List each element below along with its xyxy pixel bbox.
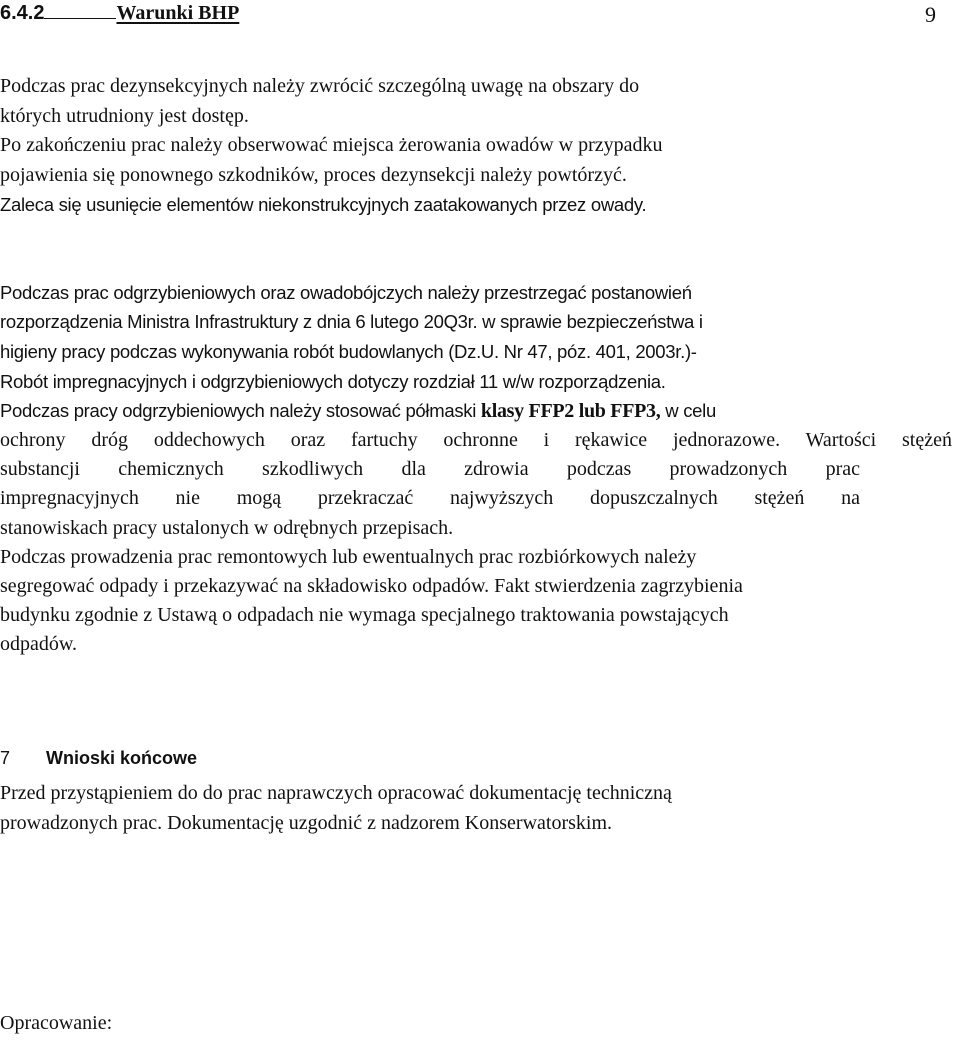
bhp-line-part: rozporządzenia Ministra Infrastruktury z dnia 6 lutego 20Q3r. xyxy=(0,311,478,333)
bhp-line xyxy=(0,396,952,426)
page-number: 9 xyxy=(925,2,936,27)
bhp-line: odpadów. xyxy=(0,633,78,656)
section-title: Wnioski końcowe xyxy=(46,748,198,768)
bhp-line-part: Podczas pracy odgrzybieniowych należy stosować półmaski xyxy=(0,399,481,421)
section-title: Warunki BHP xyxy=(116,2,240,24)
section-number: 7 xyxy=(0,748,11,768)
bhp-line: segregować odpady i przekazywać na składowisko odpadów. Fakt stwierdzenia zagrzybienia xyxy=(0,575,743,598)
intro-line: Po zakończeniu prac należy obserwować miejsca żerowania owadów w przypadku xyxy=(0,134,663,156)
bhp-line: higieny pracy podczas wykonywania robót budowlanych (Dz.U. Nr 47, póz. 401, 2003r.)- xyxy=(0,341,697,363)
intro-line: których utrudniony jest dostęp. xyxy=(0,104,249,127)
conclusions-line: prowadzonych prac. Dokumentację uzgodnić z nadzorem Konserwatorskim. xyxy=(0,812,613,834)
bhp-line: impregnacyjnych nie mogą przekraczać najwyższych dopuszczalnych stężeń na xyxy=(0,487,860,510)
bhp-line: Podczas prowadzenia prac remontowych lub ewentualnych prac rozbiórkowych należy xyxy=(0,545,697,568)
bhp-paragraph xyxy=(0,278,952,660)
bhp-line-part: w celu xyxy=(660,399,716,421)
intro-line: pojawienia się ponownego szkodników, proces dezynsekcji należy powtórzyć. xyxy=(0,163,627,186)
heading-underline-gap xyxy=(44,0,116,19)
bhp-line: substancji chemicznych szkodliwych dla zdrowia podczas prowadzonych prac xyxy=(0,458,860,481)
section-number: 6.4.2 xyxy=(0,2,45,24)
section-heading-7 xyxy=(0,748,197,769)
intro-line: Podczas prac dezynsekcyjnych należy zwrócić szczególną uwagę na obszary do xyxy=(0,75,640,97)
conclusions-line: Przed przystąpieniem do do prac naprawczych opracować dokumentację techniczną xyxy=(0,782,672,804)
bhp-line: Robót impregnacyjnych i odgrzybieniowych dotyczy rozdział 11 w/w rozporządzenia. xyxy=(0,370,666,392)
bhp-line xyxy=(0,307,952,337)
conclusions-paragraph xyxy=(0,778,952,838)
bhp-line: ochrony dróg oddechowych oraz fartuchy ochronne i rękawice jednorazowe. Wartości stężeń xyxy=(0,429,952,452)
section-heading-642 xyxy=(0,0,960,25)
bhp-mask-class: klasy FFP2 lub FFP3, xyxy=(480,399,661,422)
bhp-line: budynku zgodnie z Ustawą o odpadach nie wymaga specjalnego traktowania powstających xyxy=(0,604,729,627)
bhp-line-part: w sprawie bezpieczeństwa i xyxy=(477,311,703,333)
bhp-line: stanowiskach pracy ustalonych w odrębnych przepisach. xyxy=(0,516,454,539)
bhp-line: Podczas prac odgrzybieniowych oraz owadobójczych należy przestrzegać postanowień xyxy=(0,282,692,303)
prepared-by-label: Opracowanie: xyxy=(0,1012,113,1034)
intro-paragraph xyxy=(0,72,952,220)
intro-line: Zaleca się usunięcie elementów niekonstrukcyjnych zaatakowanych przez owady. xyxy=(0,194,647,215)
